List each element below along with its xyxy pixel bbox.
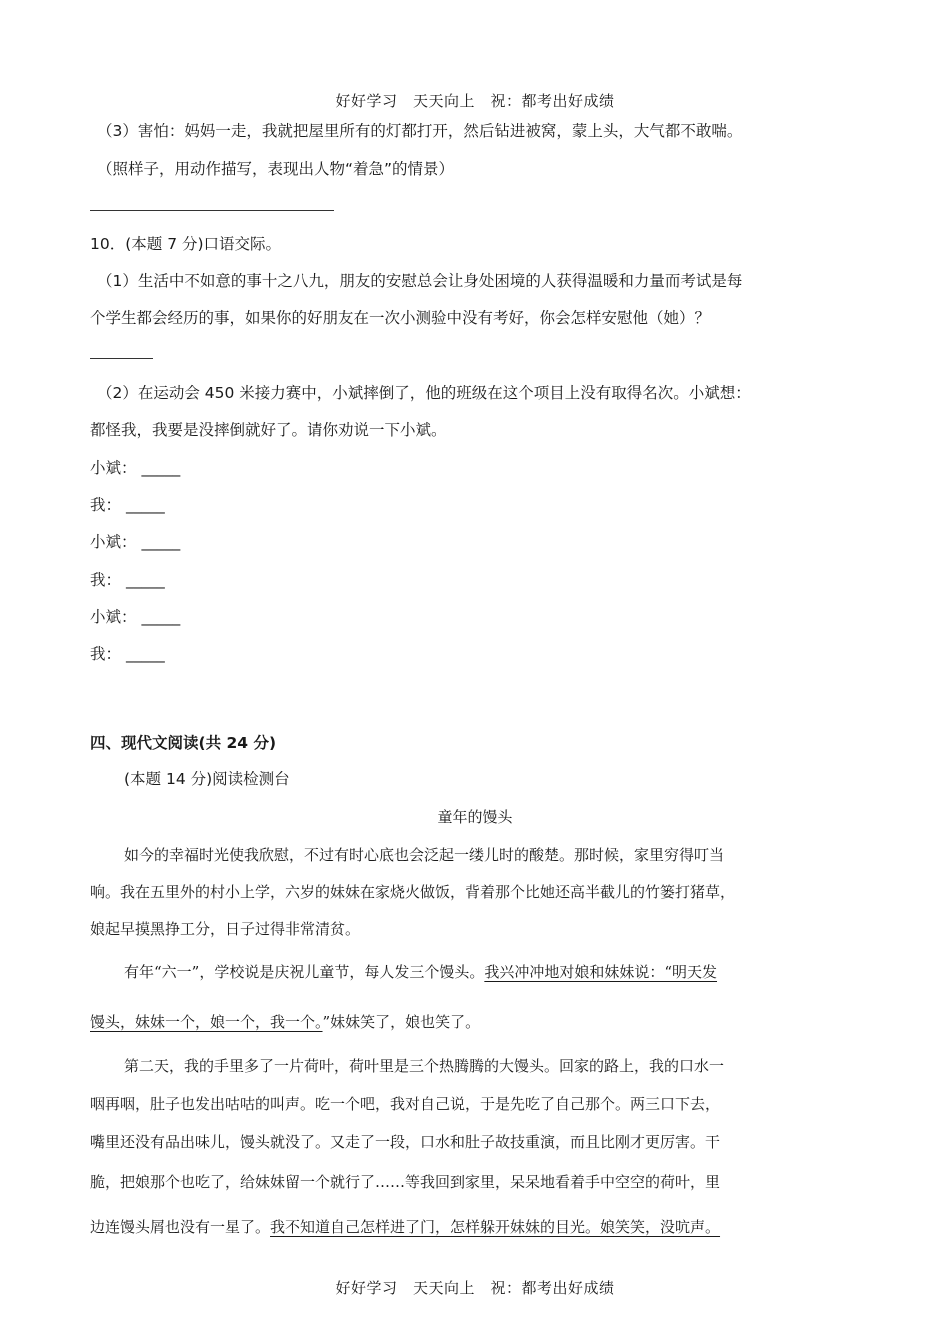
- dialogue-line-5: [90, 605, 180, 627]
- q9-3-note: （照样子，用动作描写，表现出人物“着急”的情景）: [97, 160, 455, 178]
- dialogue-blank[interactable]: _____: [125, 645, 165, 663]
- dialogue-speaker: 我：: [90, 645, 122, 663]
- q10-p1-line2: 个学生都会经历的事，如果你的好朋友在一次小测验中没有考好，你会怎样安慰他（她）？: [90, 309, 711, 327]
- para2-text: 有年“六一”，学校说是庆祝儿童节，每人发三个馒头。: [124, 963, 485, 981]
- answer-line[interactable]: [90, 358, 153, 359]
- dialogue-line-3: [90, 530, 180, 552]
- article-para3-line5: [90, 1216, 720, 1237]
- dialogue-blank[interactable]: _____: [125, 496, 165, 514]
- dialogue-speaker: 小斌：: [90, 533, 137, 551]
- underlined-sentence: 馒头，妹妹一个，娘一个，我一个。: [90, 1013, 323, 1031]
- article-para3-line1: 第二天，我的手里多了一片荷叶，荷叶里是三个热腾腾的大馒头。回家的路上，我的口水一: [124, 1057, 725, 1075]
- dialogue-speaker: 我：: [90, 571, 122, 589]
- page-footer: 好好学习 天天向上 祝：都考出好成绩: [335, 1279, 615, 1297]
- q10-p2-line1: （2）在运动会 450 米接力赛中，小斌摔倒了，他的班级在这个项目上没有取得名次。小斌想：: [97, 384, 751, 402]
- q9-3-instruction: （3）害怕：妈妈一走，我就把屋里所有的灯都打开，然后钻进被窝，蒙上头，大气都不敢喘。: [97, 122, 743, 140]
- q10-p2-line2: 都怪我，我要是没摔倒就好了。请你劝说一下小斌。: [90, 421, 447, 439]
- article-para1-line1: 如今的幸福时光使我欣慰，不过有时心底也会泛起一缕儿时的酸楚。那时候，家里穷得叮当: [124, 846, 725, 864]
- article-para2-line1: [124, 961, 717, 982]
- section-heading: 四、现代文阅读(共 24 分): [90, 734, 277, 752]
- q10-p1-line1: （1）生活中不如意的事十之八九，朋友的安慰总会让身处困境的人获得温暖和力量而考试是每: [97, 272, 743, 290]
- dialogue-line-2: [90, 493, 165, 515]
- article-para1-line2: 响。我在五里外的村小上学，六岁的妹妹在家烧火做饭，背着那个比她还高半截儿的竹篓打猪草，: [90, 883, 736, 901]
- para2-text: ”妹妹笑了，娘也笑了。: [322, 1013, 481, 1031]
- dialogue-blank[interactable]: _____: [141, 608, 181, 626]
- dialogue-blank[interactable]: _____: [141, 459, 181, 477]
- article-title: 童年的馒头: [437, 808, 513, 826]
- answer-line[interactable]: [90, 210, 334, 211]
- dialogue-blank[interactable]: _____: [125, 571, 165, 589]
- page-header: 好好学习 天天向上 祝：都考出好成绩: [335, 92, 615, 110]
- article-para3-line2: 咽再咽，肚子也发出咕咕的叫声。吃一个吧，我对自己说，于是先吃了自己那个。两三口下去，: [90, 1095, 721, 1113]
- article-para2-line2: [90, 1011, 480, 1032]
- dialogue-speaker: 小斌：: [90, 608, 137, 626]
- article-para3-line4: 脆，把娘那个也吃了，给妹妹留一个就行了……等我回到家里，呆呆地看着手中空空的荷叶，里: [90, 1173, 721, 1191]
- underlined-sentence: 我兴冲冲地对娘和妹妹说：“明天发: [484, 963, 718, 981]
- dialogue-line-1: [90, 456, 180, 478]
- dialogue-line-4: [90, 568, 165, 590]
- dialogue-speaker: 我：: [90, 496, 122, 514]
- underlined-sentence: 我不知道自己怎样进了门，怎样躲开妹妹的目光。娘笑笑，没吭声。: [270, 1218, 721, 1236]
- dialogue-speaker: 小斌：: [90, 459, 137, 477]
- section-intro: (本题 14 分)阅读检测台: [124, 770, 290, 788]
- q10-title: 10．(本题 7 分)口语交际。: [90, 235, 282, 253]
- article-para3-line3: 嘴里还没有品出味儿，馒头就没了。又走了一段，口水和肚子故技重演，而且比刚才更厉害。干: [90, 1133, 721, 1151]
- article-para1-line3: 娘起早摸黑挣工分，日子过得非常清贫。: [90, 920, 361, 938]
- dialogue-blank[interactable]: _____: [141, 533, 181, 551]
- dialogue-line-6: [90, 642, 165, 664]
- para3-text: 边连馒头屑也没有一星了。: [90, 1218, 271, 1236]
